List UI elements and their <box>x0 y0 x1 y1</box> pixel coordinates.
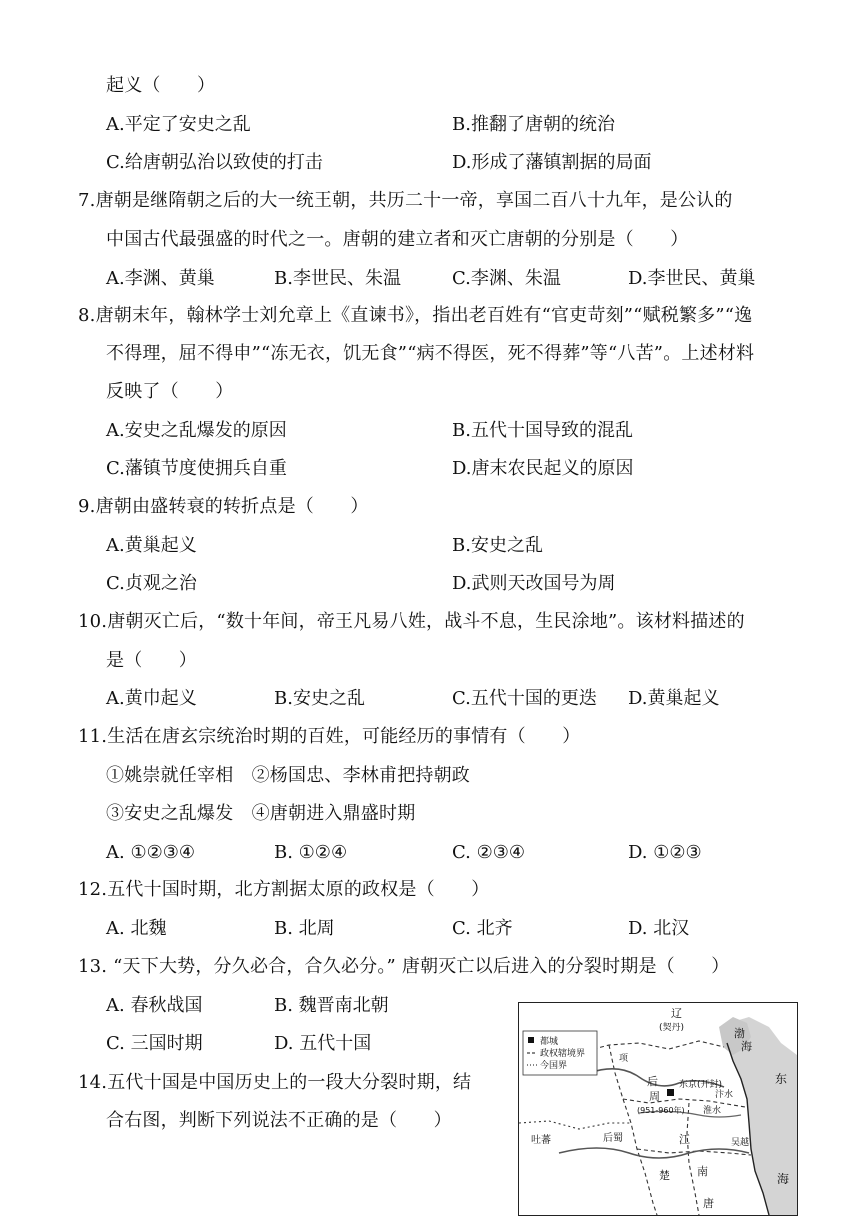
label-jiang: 江 <box>679 1133 690 1146</box>
q9-option-b[interactable]: B.安史之乱 <box>452 535 543 556</box>
legend-label-border: 今国界 <box>540 1061 568 1071</box>
q11-option-c[interactable]: C. ②③④ <box>452 842 525 863</box>
boundary-tubo <box>519 1121 631 1129</box>
q6-stem-tail: 起义（ ） <box>106 75 216 96</box>
q12-option-d[interactable]: D. 北汉 <box>628 918 690 939</box>
q10-option-c[interactable]: C.五代十国的更迭 <box>452 688 597 709</box>
label-chu: 楚 <box>659 1169 670 1182</box>
q9-option-d[interactable]: D.武则天改国号为周 <box>452 573 616 594</box>
q7-option-b[interactable]: B.李世民、朱温 <box>274 268 401 289</box>
legend-label-capital: 都城 <box>540 1037 559 1047</box>
q11-option-d[interactable]: D. ①②③ <box>628 842 702 863</box>
q6-option-b[interactable]: B.推翻了唐朝的统治 <box>452 114 615 135</box>
label-bianshui: 汴水 <box>715 1090 734 1100</box>
q12-option-a[interactable]: A. 北魏 <box>106 918 167 939</box>
q8-option-b[interactable]: B.五代十国导致的混乱 <box>452 420 633 441</box>
q12-option-b[interactable]: B. 北周 <box>274 918 335 939</box>
label-xiang: 项 <box>619 1054 629 1064</box>
label-hai: 海 <box>741 1040 752 1053</box>
yangtze-river <box>559 1148 749 1158</box>
boundary-east <box>687 1103 699 1215</box>
label-tubo: 吐蕃 <box>531 1135 551 1146</box>
label-tang: 唐 <box>703 1197 714 1210</box>
q8-option-c[interactable]: C.藩镇节度使拥兵自重 <box>106 458 287 479</box>
q8-stem-line-2: 不得理，屈不得申”“冻无衣，饥无食”“病不得医，死不得葬”等“八苦”。上述材料 <box>106 343 755 364</box>
q9-stem: 9.唐朝由盛转衰的转折点是（ ） <box>78 496 369 517</box>
map-svg <box>519 1003 797 1215</box>
label-dong: 东 <box>775 1072 788 1086</box>
label-dong-hai: 海 <box>777 1172 790 1186</box>
five-dynasties-map <box>518 1002 798 1216</box>
q13-option-a[interactable]: A. 春秋战国 <box>106 995 203 1016</box>
label-bohai: 渤 <box>734 1027 745 1040</box>
q10-stem-line-1: 10.唐朝灭亡后，“数十年间，帝王凡易八姓，战斗不息，生民涂地”。该材料描述的 <box>78 611 745 632</box>
q11-items-line-1: ①姚崇就任宰相 ②杨国忠、李林甫把持朝政 <box>106 765 470 786</box>
q13-stem: 13. “天下大势，分久必合，合久必分。” 唐朝灭亡以后进入的分裂时期是（ ） <box>78 956 730 977</box>
q6-option-d[interactable]: D.形成了藩镇割据的局面 <box>452 152 652 173</box>
q7-option-c[interactable]: C.李渊、朱温 <box>452 268 561 289</box>
q11-stem: 11.生活在唐玄宗统治时期的百姓，可能经历的事情有（ ） <box>78 726 581 747</box>
legend-capital-marker <box>528 1037 534 1043</box>
boundary-west <box>609 1045 657 1215</box>
label-hou: 后 <box>647 1075 658 1088</box>
legend-label-regime: 政权辖境界 <box>540 1049 586 1059</box>
label-dongjing: 东京(开封) <box>679 1080 723 1090</box>
q11-option-a[interactable]: A. ①②③④ <box>106 842 195 863</box>
q10-option-a[interactable]: A.黄巾起义 <box>106 688 197 709</box>
label-liao: 辽 <box>671 1007 682 1020</box>
q13-option-d[interactable]: D. 五代十国 <box>274 1033 372 1054</box>
label-hou-shu: 后蜀 <box>603 1133 623 1144</box>
q6-option-c[interactable]: C.给唐朝弘治以致使的打击 <box>106 152 323 173</box>
label-huaishui: 淮水 <box>703 1106 722 1116</box>
q7-stem-line-2: 中国古代最强盛的时代之一。唐朝的建立者和灭亡唐朝的分别是（ ） <box>106 229 689 250</box>
q8-stem-line-1: 8.唐朝末年，翰林学士刘允章上《直谏书》，指出老百姓有“官吏苛刻”“赋税繁多”“逸 <box>78 305 753 326</box>
q10-stem-line-2: 是（ ） <box>106 650 197 671</box>
q14-stem-line-2: 合右图，判断下列说法不正确的是（ ） <box>106 1110 452 1131</box>
q7-option-d[interactable]: D.李世民、黄巢 <box>628 268 756 289</box>
q10-option-d[interactable]: D.黄巢起义 <box>628 688 720 709</box>
label-liao-sub: (契丹) <box>659 1023 685 1033</box>
label-zhou: 周 <box>649 1090 660 1103</box>
q12-stem: 12.五代十国时期，北方割据太原的政权是（ ） <box>78 879 490 900</box>
q12-option-c[interactable]: C. 北齐 <box>452 918 513 939</box>
q8-option-d[interactable]: D.唐末农民起义的原因 <box>452 458 634 479</box>
q8-option-a[interactable]: A.安史之乱爆发的原因 <box>106 420 287 441</box>
q13-option-c[interactable]: C. 三国时期 <box>106 1033 203 1054</box>
q8-stem-line-3: 反映了（ ） <box>106 381 234 402</box>
label-nan: 南 <box>697 1165 708 1178</box>
q9-option-a[interactable]: A.黄巢起义 <box>106 535 197 556</box>
q13-option-b[interactable]: B. 魏晋南北朝 <box>274 995 389 1016</box>
q11-option-b[interactable]: B. ①②④ <box>274 842 348 863</box>
q7-stem-line-1: 7.唐朝是继隋朝之后的大一统王朝，共历二十一帝，享国二百八十九年，是公认的 <box>78 190 733 211</box>
q10-option-b[interactable]: B.安史之乱 <box>274 688 365 709</box>
q6-option-a[interactable]: A.平定了安史之乱 <box>106 114 251 135</box>
label-wuyue: 吴越 <box>731 1138 750 1148</box>
q9-option-c[interactable]: C.贞观之治 <box>106 573 197 594</box>
q14-stem-line-1: 14.五代十国是中国历史上的一段大分裂时期，结 <box>78 1072 472 1093</box>
capital-marker <box>667 1089 674 1096</box>
label-years: (951-960年) <box>637 1106 685 1115</box>
q11-items-line-2: ③安史之乱爆发 ④唐朝进入鼎盛时期 <box>106 803 416 824</box>
q7-option-a[interactable]: A.李渊、黄巢 <box>106 268 215 289</box>
